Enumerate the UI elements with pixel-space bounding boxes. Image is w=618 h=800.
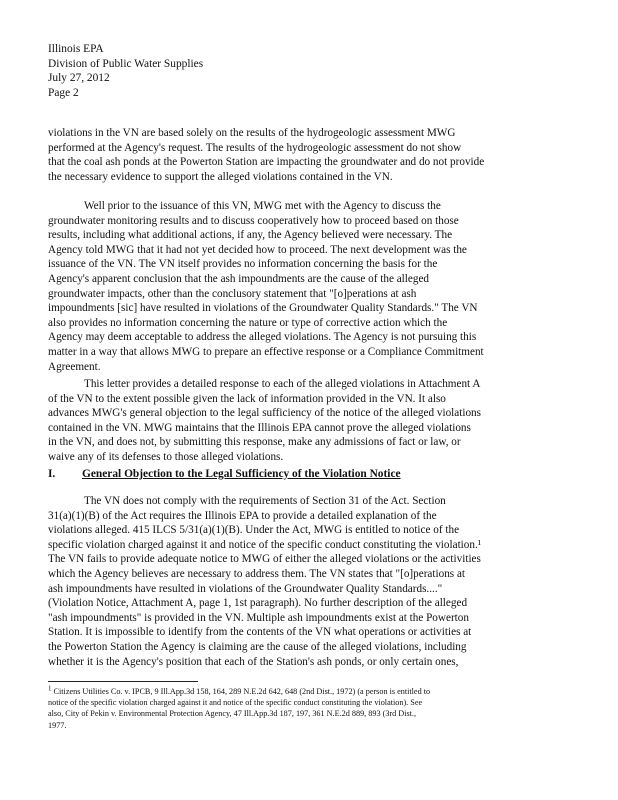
text-line: whether it is the Agency's position that each of the Station's ash ponds, or only certain ones, (48, 655, 459, 668)
text-line: in the VN, and does not, by submitting this response, make any admissions of fact or law, or (48, 436, 461, 449)
text-line: the necessary evidence to support the alleged violations contained in the VN. (48, 170, 393, 183)
section-heading (48, 468, 401, 480)
letter-header (48, 42, 203, 100)
text-line: ash impoundments have resulted in violations of the Groundwater Quality Standards...." (48, 582, 443, 595)
text-line: performed at the Agency's request. The results of the hydrogeologic assessment do not show (48, 141, 462, 154)
text-line: "ash impoundments" is provided in the VN. Multiple ash impoundments exist at the Powerton (48, 611, 469, 624)
text-line: matter in a way that allows MWG to prepare an effective response or a Compliance Commitment (48, 345, 484, 358)
text-line: specific violation charged against it and notice of the specific conduct constituting the violation.¹ (48, 538, 482, 551)
footnote-marker: 1 (48, 684, 52, 693)
paragraph-agency-meeting (48, 199, 568, 374)
text-line: Station. It is impossible to identify from the contents of the VN what operations or activities at (48, 626, 472, 639)
text-line: The VN fails to provide adequate notice to MWG of either the alleged violations or the activities (48, 553, 481, 566)
text-line: Agency's apparent conclusion that the ash impoundments are the cause of the alleged (48, 272, 430, 285)
text-line: Agency told MWG that it had not yet decided how to proceed. The next development was the (48, 243, 467, 256)
footnote-line: notice of the specific violation charged against it and notice of the specific conduct constituting the violation). See (48, 698, 423, 708)
text-line: the Powerton Station the Agency is claiming are the cause of the alleged violations, including (48, 640, 467, 653)
text-line: groundwater impacts, other than the conclusory statement that "[o]perations at ash (48, 287, 417, 300)
text-line: Agency may deem acceptable to address the alleged violations. The Agency is not pursuing this (48, 331, 477, 344)
footnote-text: Citizens Utilities Co. v. IPCB, 9 Ill.App.3d 158, 164, 289 N.E.2d 642, 648 (2nd Dist., 1972) (a person is entitled to (53, 687, 431, 696)
paragraph-letter-purpose (48, 377, 568, 465)
footnote-line (48, 686, 568, 697)
text-line: groundwater monitoring results and to discuss cooperatively how to proceed based on those (48, 214, 459, 227)
text-line: issuance of the VN. The VN itself provides no information concerning the basis for the (48, 258, 438, 271)
footnote (48, 686, 568, 731)
text-line: waive any of its defenses to those alleged violations. (48, 450, 284, 463)
text-line: advances MWG's general objection to the legal sufficiency of the notice of the alleged violations (48, 407, 482, 420)
text-line: Agreement. (48, 360, 101, 373)
text-line: which the Agency believes are necessary to address them. The VN states that "[o]perations at (48, 567, 466, 580)
text-line: also provides no information concerning the nature or type of corrective action which the (48, 316, 448, 329)
text-line: impoundments [sic] have resulted in violations of the Groundwater Quality Standards." The VN (48, 302, 478, 315)
footnote-line: 1977. (48, 720, 67, 730)
text-line: violations alleged. 415 ILCS 5/31(a)(1)(B). Under the Act, MWG is entitled to notice of the (48, 524, 460, 537)
date-line: July 27, 2012 (48, 72, 110, 85)
text-line: 31(a)(1)(B) of the Act requires the Illinois EPA to provide a detailed explanation of the (48, 509, 437, 522)
text-line: that the coal ash ponds at the Powerton Station are impacting the groundwater and do not provide (48, 156, 485, 169)
text-line: (Violation Notice, Attachment A, page 1, 1st paragraph). No further description of the alleged (48, 597, 468, 610)
recipient-line: Illinois EPA (48, 43, 104, 55)
division-line: Division of Public Water Supplies (48, 57, 204, 70)
paragraph-results (48, 126, 568, 184)
section-number: I. (48, 468, 56, 480)
text-line: This letter provides a detailed response to each of the alleged violations in Attachment A (84, 378, 481, 390)
text-line: results, including what additional actions, if any, the Agency believed were necessary. The (48, 229, 453, 242)
text-line: of the VN to the extent possible given the lack of information provided in the VN. It also (48, 392, 446, 405)
text-line: The VN does not comply with the requirements of Section 31 of the Act. Section (84, 495, 446, 507)
text-line: violations in the VN are based solely on the results of the hydrogeologic assessment MWG (48, 127, 456, 139)
paragraph-legal-objection (48, 494, 568, 669)
text-line: Well prior to the issuance of this VN, MWG met with the Agency to discuss the (84, 200, 441, 212)
footnote-line: also, City of Pekin v. Environmental Protection Agency, 47 Ill.App.3d 187, 197, 361 N.E.2d 889, 893 (3rd Dist., (48, 709, 417, 719)
section-title: General Objection to the Legal Sufficiency of the Violation Notice (82, 468, 401, 480)
text-line: contained in the VN. MWG maintains that the Illinois EPA cannot prove the alleged violations (48, 421, 471, 434)
page-number: Page 2 (48, 86, 79, 99)
footnote-divider (48, 681, 198, 682)
